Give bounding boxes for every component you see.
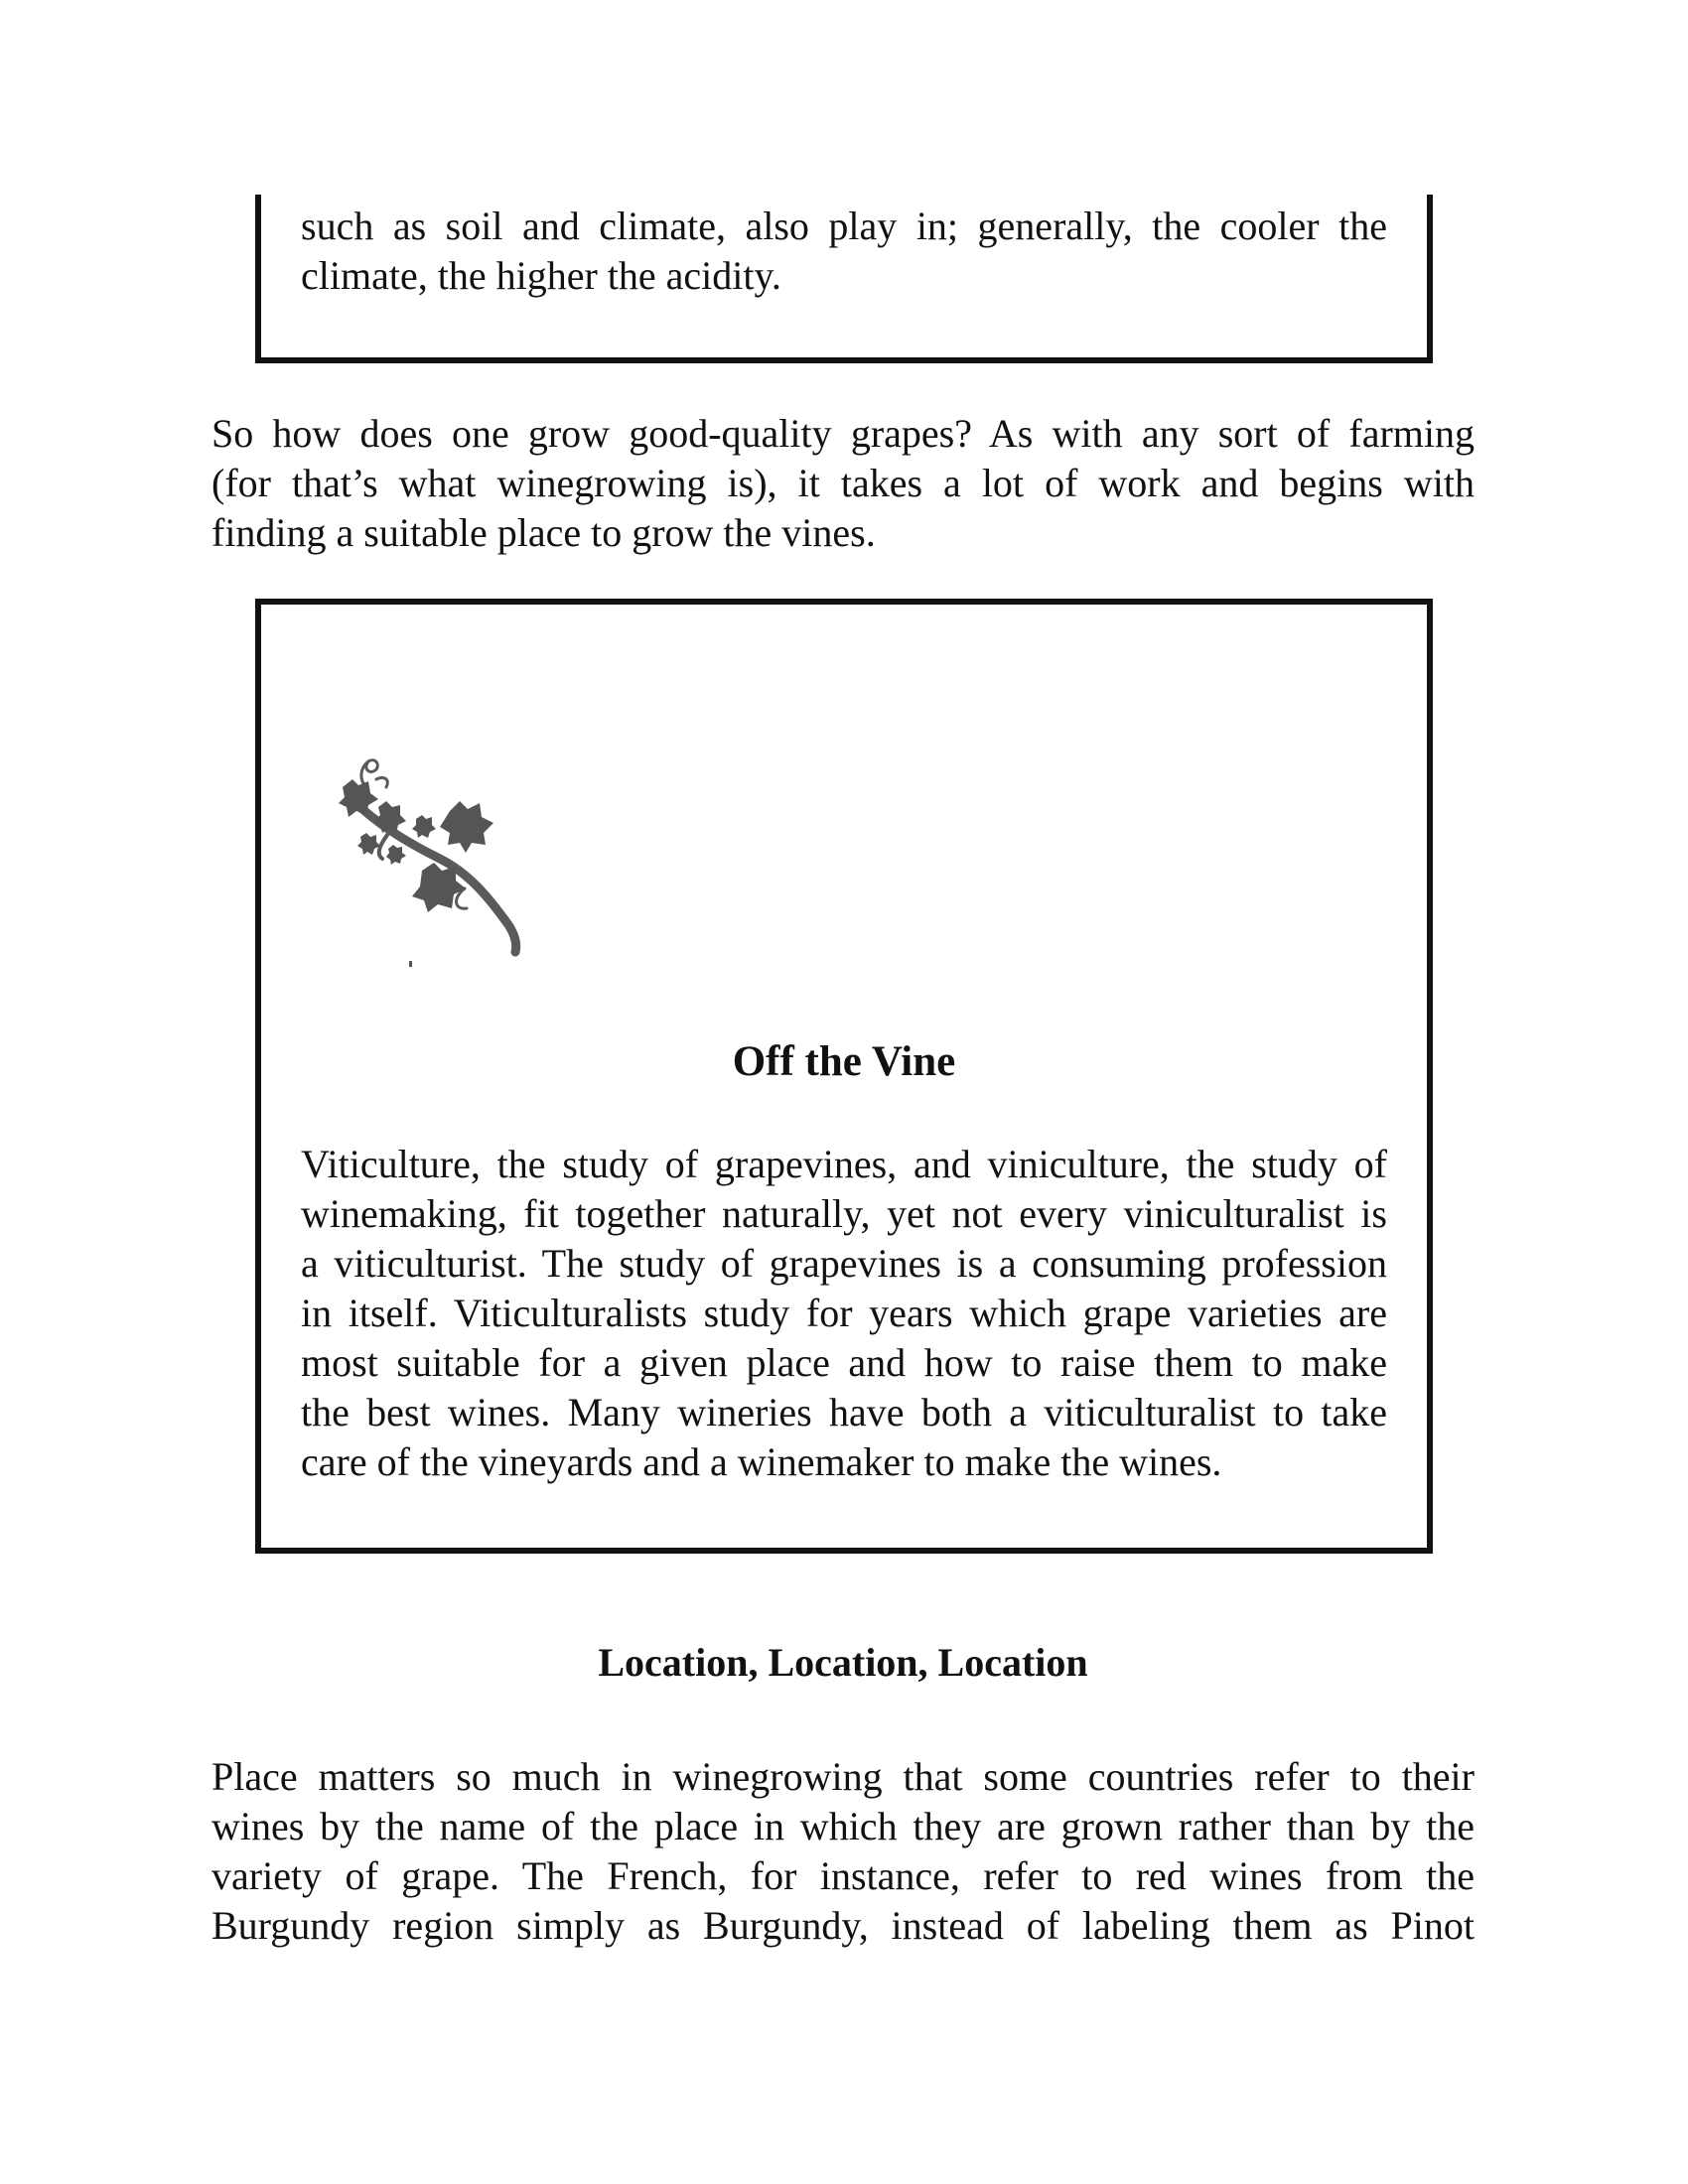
text-line: such as soil and climate, also play in; generally, the cooler the [301,204,1387,248]
text-line: wines by the name of the place in which they are grown rather than by the [211,1804,1475,1848]
text-line: Place matters so much in winegrowing that some countries refer to their [211,1754,1475,1799]
section-paragraph [211,1752,1475,1951]
intro-paragraph [211,409,1475,558]
text-line: climate, the higher the acidity. [301,253,781,298]
sidebar-title: Off the Vine [732,1038,956,1085]
text-line: most suitable for a given place and how to raise them to make [301,1340,1387,1385]
text-line: finding a suitable place to grow the vines. [211,510,876,555]
text-line: a viticulturist. The study of grapevines is a consuming profession [301,1241,1387,1286]
text-line: care of the vineyards and a winemaker to make the wines. [301,1439,1222,1484]
continued-sidebar-text [301,202,1387,301]
text-line: (for that’s what winegrowing is), it takes a lot of work and begins with [211,461,1475,505]
text-line: So how does one grow good-quality grapes? As with any sort of farming [211,411,1475,456]
section-heading: Location, Location, Location [598,1640,1088,1685]
text-line: in itself. Viticulturalists study for years which grape varieties are [301,1291,1387,1335]
grapevine-icon [331,750,529,968]
text-line: Viticulture, the study of grapevines, and viniculture, the study of [301,1142,1387,1186]
text-line: variety of grape. The French, for instance, refer to red wines from the [211,1853,1475,1898]
text-line: the best wines. Many wineries have both a viticulturalist to take [301,1390,1387,1434]
sidebar-body [301,1140,1387,1487]
text-line: winemaking, fit together naturally, yet not every viniculturalist is [301,1191,1387,1236]
text-line: Burgundy region simply as Burgundy, instead of labeling them as Pinot [211,1903,1475,1948]
